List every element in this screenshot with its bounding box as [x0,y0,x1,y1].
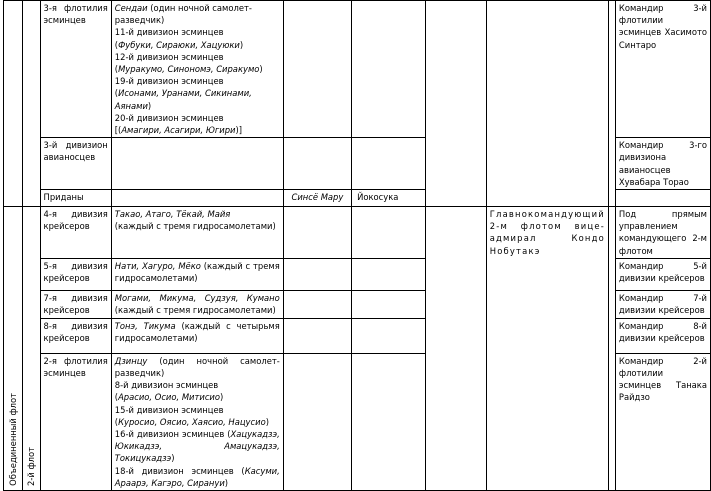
ships-cell [111,258,283,290]
ships-line [115,220,280,232]
ships-text: 16-й дивизион эсминцев ( [114,429,231,440]
table-row [4,207,711,259]
ships-text: ( [114,39,119,50]
empty-cell [352,207,426,259]
ships-line [115,260,280,284]
ship-names: Арасио, Осио, Митисио [118,392,220,403]
empty-cell [352,318,426,353]
ships-text: [( [114,125,122,136]
unit-cell: 3-я флотилия эсминцев [40,1,111,138]
ships-line [115,320,280,344]
ships-text: 8-й дивизион эсминцев [114,380,219,391]
ship-names: Касуми, Араарэ, Кагэро, Сирануи [114,465,280,488]
ship-names: Муракумо, Синономэ, Сиракумо [118,64,260,75]
fleet2-label: 2-й флот [26,447,37,487]
ships-text: ( [114,64,119,75]
empty-cell [283,318,351,353]
ships-text: 19-й дивизион эсминцев [114,76,224,87]
empty-cell [608,207,615,491]
ship-names: Куросио, Оясио, Хаясио, Нацусио [118,416,266,427]
unit-cell: 4-я дивизия крейсеров [40,207,111,259]
empty-cell [608,1,615,207]
ships-line [115,26,280,38]
ships-cell [111,290,283,318]
ship-names: Сендаи [114,3,148,13]
empty-cell [283,258,351,290]
ships-cell [111,1,283,138]
unit-cell: 5-я дивизия крейсеров [40,258,111,290]
ships-cell [111,353,283,490]
empty-cell [426,1,486,207]
ships-text: (каждый с тремя гидросамолетами) [114,305,276,316]
ship-names: Амагири, Асагири, Югири [121,125,236,136]
empty-cell [352,258,426,290]
ship-names: Тонэ, Тикума [114,320,176,331]
ships-text: ) [239,39,244,50]
ships-cell [111,318,283,353]
unit-cell: 2-я флотилия эсминцев [40,353,111,490]
ships-line [115,39,280,51]
ships-line [115,51,280,63]
ships-cell [111,138,283,190]
fleet-cell-top [4,1,23,207]
ships-line [115,87,280,111]
empty-cell [352,353,426,490]
unit-cell: 7-я дивизия крейсеров [40,290,111,318]
commander-cell: Командир 8-й дивизии крейсеров [615,318,710,353]
empty-cell [352,138,426,190]
ships-line [115,112,280,124]
empty-cell [283,353,351,490]
empty-cell [426,207,486,491]
table-row [4,1,711,138]
commander-cell: Командир 3-й флотилии эсминцев Хасимото Синтаро [615,1,710,138]
fleet-table [3,0,711,491]
ships-text: 11-й дивизион эсминцев [114,27,224,38]
empty-cell [352,1,426,138]
ships-text: (один ночной самолет-разведчик) [114,3,252,26]
ships-line [115,465,280,489]
ship-name-cell: Синсё Мару [283,190,351,207]
ships-line [115,404,280,416]
fleet-cell [4,207,23,491]
commander-cell: Командир 3-го дивизиона авианосцев Хувабара Торао [615,138,710,190]
commander-cell: Командир 2-й флотилии эсминцев Танака Райдзо [615,353,710,490]
ships-line [115,355,280,379]
base-name-cell: Йокосука [352,190,426,207]
ships-text: (каждый с тремя гидросамолетами) [114,260,280,284]
ships-line [115,63,280,75]
ships-text: )] [235,125,243,136]
ship-names: Такао, Атаго, Тёкай, Майя [114,209,231,220]
ships-cell [111,207,283,259]
ships-cell [111,190,283,207]
ship-names: Исонами, Уранами, Сикинами, Аянами [114,88,252,111]
ships-text: ( [114,88,119,99]
ships-text: ) [259,64,263,75]
ship-names: Фубуки, Сираюки, Хацуюки [118,39,240,50]
unit-cell: Приданы [40,190,111,207]
ships-line [115,292,280,316]
ships-line [115,124,280,136]
ships-line [115,208,280,220]
fleet2-cell-top [22,1,40,207]
fleet2-cell [22,207,40,491]
fleet-label: Объединенный флот [7,393,18,487]
empty-cell [283,207,351,259]
ships-line [115,428,280,465]
ships-line [115,2,280,26]
empty-cell [283,290,351,318]
ships-text: 12-й дивизион эсминцев [114,51,224,62]
ships-text: 15-й дивизион эсминцев [114,404,224,415]
ships-text: (каждый с четырьмя гидросамолетами) [114,320,280,344]
ships-text: 20-й дивизион эсминцев [114,112,224,123]
ship-names: Дзинцу [114,355,148,366]
ships-text: (один ночной самолет-разведчик) [114,355,280,379]
empty-cell [283,1,351,138]
commander-cell [615,190,710,207]
ships-text: ) [171,453,175,464]
fleet-commander-cell: Главнокомандующий 2-м флотом вице-адмирал Кондо Нобутакэ [486,207,608,491]
ships-text: ) [265,416,269,427]
ships-text: ( [114,392,119,403]
commander-cell: Под прямым управлением командующего 2-м флотом [615,207,710,259]
commander-cell: Командир 5-й дивизии крейсеров [615,258,710,290]
ships-text: ) [147,100,152,111]
ships-text: ) [220,392,224,403]
ships-line [115,75,280,87]
unit-cell: 8-я дивизия крейсеров [40,318,111,353]
ships-line [115,379,280,391]
ships-line [115,416,280,428]
ships-text: ( [114,416,119,427]
ship-names: Нати, Хагуро, Мёко [114,260,201,271]
commander-cell: Командир 7-й дивизии крейсеров [615,290,710,318]
ships-text: ) [224,477,229,488]
ships-text: 18-й дивизион эсминцев ( [114,465,245,476]
empty-cell [486,1,608,207]
unit-cell: 3-й дивизион авианосцев [40,138,111,190]
empty-cell [283,138,351,190]
ship-names: Могами, Микума, Судзуя, Кумано [114,292,280,303]
ship-names: Хацукадзэ, Юкикадзэ, Амацукадзэ, Токицукадзэ [114,429,280,464]
ships-text: (каждый с тремя гидросамолетами) [114,221,276,232]
ships-line [115,391,280,403]
empty-cell [352,290,426,318]
